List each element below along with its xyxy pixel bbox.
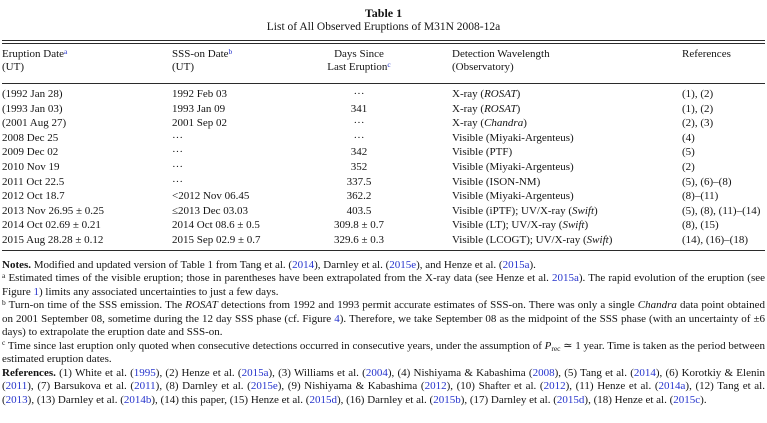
sss-on-date-cell: <2012 Nov 06.45 (172, 190, 250, 203)
footnote-marker: c (2, 338, 6, 348)
references-cell: (2), (3) (682, 117, 714, 130)
col-header-days-since (298, 44, 420, 84)
citation-link[interactable]: 2015b (433, 394, 461, 406)
text-run: Visible (Miyaki-Argenteus) (452, 160, 574, 173)
text-run: ), (4) Nishiyama & Kabashima ( (387, 366, 533, 379)
text-run: Visible (PTF) (452, 146, 513, 159)
eruptions-table (2, 44, 765, 248)
days-since-cell: ··· (353, 88, 365, 100)
table-number: Table 1 (364, 6, 403, 20)
text-run: ROSAT (484, 88, 517, 100)
table-body (2, 84, 765, 248)
citation-link[interactable]: 2015d (556, 394, 585, 406)
sss-on-date-cell: ··· (172, 175, 183, 188)
bottom-rule (2, 250, 765, 251)
text-run: Visible (LCOGT); UV/X-ray ( (452, 233, 587, 246)
header-line (298, 48, 420, 61)
text-run: Detection Wavelength (452, 48, 550, 60)
text-run: ), (13) Darnley et al. ( (27, 394, 124, 406)
references-cell: (14), (16)–(18) (682, 233, 748, 246)
text-run: Visible (LT); UV/X-ray ( (452, 219, 563, 232)
text-run: data point obtained on 2001 September 08, sometime during the 12 day SSS phase (cf. Figure (2, 299, 765, 325)
citation-link[interactable]: 1 (33, 285, 39, 298)
days-since-cell: ··· (353, 131, 365, 144)
text-run: ), (14) this paper, (15) Henze et al. ( (151, 394, 310, 406)
text-run: ), (3) Williams et al. ( (268, 366, 366, 379)
sss-on-date-cell: 2001 Sep 02 (172, 117, 227, 130)
citation-link[interactable]: 2015e (250, 380, 278, 393)
days-since-cell: 352 (350, 160, 368, 173)
citation-link[interactable]: 2013 (5, 394, 28, 406)
days-since-cell: 309.8 ± 0.7 (333, 219, 385, 232)
sss-on-date-cell: ··· (172, 146, 183, 159)
citation-link[interactable]: 2011 (134, 380, 156, 393)
sss-on-date-cell: 2014 Oct 08.6 ± 0.5 (172, 219, 260, 232)
references-cell: (1), (2) (682, 88, 714, 100)
header-line (298, 61, 420, 74)
table-row (2, 218, 765, 233)
detection-cell (420, 145, 682, 160)
references-cell: (8)–(11) (682, 190, 719, 203)
sss-on-date-cell: ··· (172, 131, 183, 144)
days-since-cell: 362.2 (346, 190, 372, 203)
table-row (2, 175, 765, 190)
text-run: ), (16) Darnley et al. ( (336, 394, 434, 406)
detection-cell (420, 116, 682, 131)
text-run: ) limits any associated uncertainties to just a few days. (38, 285, 279, 298)
references-cell: (2) (682, 160, 695, 173)
table-row (2, 116, 765, 131)
footnote-marker-link[interactable]: c (387, 59, 391, 69)
text-run: ) (516, 102, 521, 115)
eruption-date-cell: (1993 Jan 03) (2, 102, 63, 115)
sss-on-date-cell: 2015 Sep 02.9 ± 0.7 (172, 233, 261, 246)
text-run: ), (8) Darnley et al. ( (155, 380, 251, 393)
citation-link[interactable]: 2014a (658, 380, 686, 393)
days-since-cell: 329.6 ± 0.3 (333, 233, 385, 246)
eruption-date-cell: (2001 Aug 27) (2, 117, 67, 130)
eruption-date-cell: 2013 Nov 26.95 ± 0.25 (2, 204, 104, 217)
table-row (2, 131, 765, 146)
detection-cell (420, 102, 682, 117)
eruption-date-cell: 2009 Dec 02 (2, 146, 59, 159)
text-run: Time since last eruption only quoted when consecutive detections occurred in consecutive years, under the assumption of (5, 339, 545, 352)
eruption-date-cell: 2011 Oct 22.5 (2, 175, 65, 188)
text-run: Visible (Miyaki-Argenteus) (452, 190, 574, 203)
text-run: rec (551, 343, 561, 353)
detection-cell (420, 160, 682, 175)
table-header (2, 44, 765, 84)
citation-link[interactable]: 2015d (309, 394, 337, 406)
citation-link[interactable]: 2008 (532, 366, 555, 379)
eruption-date-cell: 2015 Aug 28.28 ± 0.12 (2, 233, 104, 246)
table-row (2, 189, 765, 204)
eruption-date-cell: 2008 Dec 25 (2, 131, 59, 144)
detection-cell (420, 84, 682, 102)
table-row (2, 233, 765, 248)
text-run: ≃ 1 year. Time is taken as the period between estimated eruption dates. (2, 339, 765, 366)
text-run: Swift (586, 233, 609, 246)
header-line (172, 48, 298, 61)
text-run: X-ray ( (452, 117, 485, 130)
detection-cell (420, 233, 682, 248)
text-run: Notes. (2, 258, 32, 271)
header-row (2, 44, 765, 84)
text-run: ), Darnley et al. ( (314, 258, 390, 271)
citation-link[interactable]: 4 (334, 312, 340, 325)
detection-cell (420, 218, 682, 233)
eruption-date-cell: 2014 Oct 02.69 ± 0.21 (2, 219, 101, 232)
days-since-cell: 342 (350, 146, 368, 159)
text-run: ), (9) Nishiyama & Kabashima ( (277, 380, 425, 393)
col-header-detection-wavelength (420, 44, 682, 84)
table-caption (2, 0, 765, 34)
text-run: Estimated times of the visible eruption; those in parentheses have been extrapolated from the X-ray data (see Henze et al. (5, 272, 552, 285)
table-row (2, 84, 765, 102)
footnote-b (2, 299, 765, 340)
header-line (2, 48, 170, 61)
footnote-marker: a (2, 270, 6, 280)
text-run: P (544, 339, 552, 352)
text-run: References. (2, 366, 56, 379)
text-run: ), (18) Henze et al. ( (584, 394, 674, 406)
text-run: ), and Henze et al. ( (416, 258, 503, 271)
text-run: ), (10) Shafter et al. ( (446, 380, 544, 393)
footnote-marker-link[interactable]: b (228, 46, 233, 56)
text-run: ), (2) Henze et al. ( (155, 366, 242, 379)
text-run: Visible (ISON-NM) (452, 175, 541, 188)
text-run: Visible (Miyaki-Argenteus) (452, 131, 574, 144)
text-run: ), (7) Barsukova et al. ( (27, 380, 135, 393)
text-run: ROSAT (185, 299, 218, 312)
text-run: Visible (iPTF); UV/X-ray ( (452, 204, 573, 217)
sss-on-date-cell: ≤2013 Dec 03.03 (172, 204, 248, 217)
footnote-a (2, 272, 765, 299)
citation-link[interactable]: 2015e (389, 258, 417, 271)
text-run: References (682, 48, 731, 60)
citation-link[interactable]: 2015a (502, 258, 530, 271)
citation-link[interactable]: 2011 (5, 380, 28, 393)
text-run: Swift (562, 219, 585, 232)
citation-link[interactable]: 2015c (673, 394, 701, 406)
eruption-date-cell: 2010 Nov 19 (2, 160, 60, 173)
footnote-marker: b (2, 297, 6, 307)
text-run: ). The rapid evolution of the eruption (see Figure (2, 272, 765, 298)
citation-link[interactable]: 2012 (543, 380, 566, 393)
text-run: ) (516, 88, 521, 100)
references-cell: (1), (2) (682, 102, 714, 115)
references-cell: (5), (6)–(8) (682, 175, 732, 188)
citation-link[interactable]: 2012 (424, 380, 447, 393)
text-run: ), (11) Henze et al. ( (565, 380, 659, 393)
table-row (2, 204, 765, 219)
references-cell: (5), (8), (11)–(14) (682, 204, 761, 217)
citation-link[interactable]: 2014b (123, 394, 152, 406)
references-cell: (5) (682, 146, 695, 159)
references-cell: (8), (15) (682, 219, 719, 232)
text-run: ) (523, 117, 527, 130)
text-run: ), (6) Korotkiy & Elenin ( (2, 366, 766, 393)
detection-cell (420, 204, 682, 219)
text-run: ), (12) Tang et al. ( (2, 380, 765, 406)
header-line (682, 48, 765, 61)
references-paragraph (2, 367, 765, 408)
footnote-c (2, 340, 765, 367)
text-run: Days Since (334, 48, 384, 60)
table-row (2, 145, 765, 160)
notes-general (2, 259, 765, 273)
citation-link[interactable]: 2015a (241, 366, 269, 379)
text-run: (1) White et al. ( (55, 366, 134, 379)
sss-on-date-cell: ··· (172, 160, 183, 173)
citation-link[interactable]: 2004 (365, 366, 388, 379)
col-header-eruption-date (2, 44, 170, 84)
days-since-cell: ··· (353, 117, 365, 130)
text-run: Eruption Date (2, 48, 65, 60)
days-since-cell: 341 (350, 102, 368, 115)
text-run: ). (700, 394, 707, 406)
text-run: Modified and updated version of Table 1 from Tang et al. ( (31, 258, 293, 271)
footnote-marker-link[interactable]: a (64, 46, 68, 56)
sss-on-date-cell: 1993 Jan 09 (172, 102, 226, 115)
days-since-cell: 337.5 (346, 175, 372, 188)
text-run: X-ray ( (452, 88, 485, 100)
eruption-date-cell: 2012 Oct 18.7 (2, 190, 65, 203)
table-title: List of All Observed Eruptions of M31N 2008-12a (266, 21, 501, 33)
text-run: ) (608, 233, 613, 246)
text-run: ). Therefore, we take September 08 as the midpoint of the SSS phase (with an uncertainty of ±6 days) to extrapolate the eruption date and SSS-on. (2, 312, 765, 339)
text-run: ), (5) Tang et al. ( (554, 366, 634, 379)
table-row (2, 102, 765, 117)
sss-on-date-cell: 1992 Feb 03 (172, 88, 227, 100)
header-line: (Observatory) (452, 61, 514, 73)
detection-cell (420, 131, 682, 146)
text-run: ) (594, 204, 598, 217)
text-run: SSS-on Date (172, 48, 229, 60)
col-header-sss-on-date (170, 44, 298, 84)
header-line: (UT) (2, 61, 24, 73)
citation-link[interactable]: 1995 (133, 366, 156, 379)
text-run: Swift (572, 204, 595, 217)
text-run: Chandra (637, 299, 677, 312)
header-line (452, 48, 682, 61)
citation-link[interactable]: 2015a (552, 272, 579, 285)
notes-section (2, 259, 765, 408)
citation-link[interactable]: 2014 (633, 366, 656, 379)
text-run: ) (584, 219, 589, 232)
citation-link[interactable]: 2014 (292, 258, 315, 271)
text-run: Last Eruption (327, 61, 388, 73)
text-run: Turn-on time of the SSS emission. The (5, 299, 186, 312)
references-cell: (4) (682, 131, 695, 144)
text-run: ROSAT (484, 102, 517, 115)
text-run: X-ray ( (452, 102, 485, 115)
text-run: ), (17) Darnley et al. ( (460, 394, 557, 406)
text-run: ). (529, 258, 536, 271)
detection-cell (420, 175, 682, 190)
table-row (2, 160, 765, 175)
eruption-date-cell: (1992 Jan 28) (2, 88, 63, 100)
header-line: (UT) (172, 61, 194, 73)
detection-cell (420, 189, 682, 204)
text-run: detections from 1992 and 1993 permit accurate estimates of SSS-on. There was only a single (217, 299, 638, 312)
col-header-references (682, 44, 765, 84)
days-since-cell: 403.5 (346, 204, 372, 217)
text-run: Chandra (484, 117, 524, 130)
